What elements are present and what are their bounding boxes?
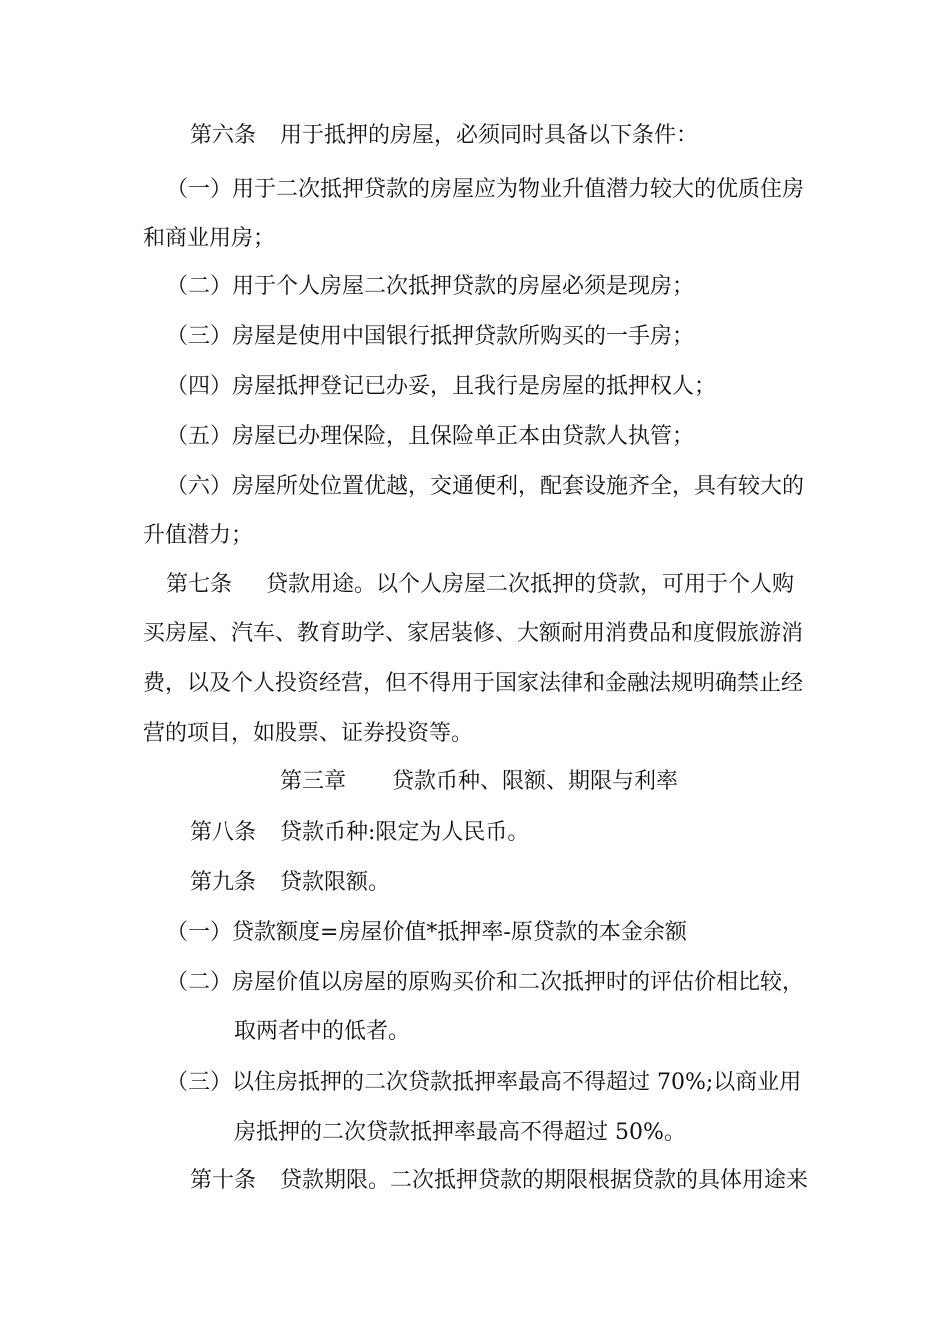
article-8-text: 贷款币种:限定为人民币。 [280, 820, 530, 845]
article-9-line [190, 868, 390, 898]
article-10-heading: 第十条 [190, 1168, 257, 1193]
article-9-heading: 第九条 [190, 870, 257, 895]
article-7-line-4: 营的项目，如股票、证券投资等。 [143, 721, 474, 746]
article-6-item-3: （三）房屋是使用中国银行抵押贷款所购买的一手房； [166, 324, 695, 349]
article-9-item-1: （一）贷款额度=房屋价值*抵押率-原贷款的本金余额 [166, 920, 687, 945]
article-6-heading: 第六条 [190, 123, 257, 148]
article-6-line [190, 121, 698, 151]
article-7-line-3: 费，以及个人投资经营，但不得用于国家法律和金融法规明确禁止经 [143, 671, 804, 696]
article-9-item-3-line-2: 房抵押的二次贷款抵押率最高不得超过 50%。 [234, 1120, 686, 1145]
article-9-item-3-line-1: （三）以住房抵押的二次贷款抵押率最高不得超过 70%;以商业用 [166, 1070, 802, 1095]
article-6-item-6-line-1: （六）房屋所处位置优越，交通便利，配套设施齐全，具有较大的 [166, 474, 805, 499]
article-10-text: 贷款期限。二次抵押贷款的期限根据贷款的具体用途来 [280, 1168, 809, 1193]
article-6-item-5: （五）房屋已办理保险，且保险单正本由贷款人执管； [166, 424, 695, 449]
chapter-3-heading [280, 767, 678, 797]
article-8-heading: 第八条 [190, 820, 257, 845]
article-8-line [190, 818, 529, 848]
article-7-line-2: 买房屋、汽车、教育助学、家居装修、大额耐用消费品和度假旅游消 [143, 621, 804, 646]
article-9-item-2-line-1: （二）房屋价值以房屋的原购买价和二次抵押时的评估价相比较， [166, 970, 805, 995]
article-7-line-1 [166, 570, 794, 600]
article-7-heading: 第七条 [166, 572, 233, 597]
chapter-3-title: 贷款币种、限额、期限与利率 [392, 769, 679, 794]
article-6-item-6-line-2: 升值潜力； [143, 523, 254, 548]
article-9-item-2-line-2: 取两者中的低者。 [234, 1019, 411, 1044]
article-6-item-4: （四）房屋抵押登记已办妥，且我行是房屋的抵押权人； [166, 374, 717, 399]
article-6-text: 用于抵押的房屋，必须同时具备以下条件： [280, 123, 699, 148]
chapter-3-label: 第三章 [280, 769, 347, 794]
article-6-item-1-line-2: 和商业用房； [143, 226, 276, 251]
article-6-item-2: （二）用于个人房屋二次抵押贷款的房屋必须是现房； [166, 274, 695, 299]
article-6-item-1-line-1: （一）用于二次抵押贷款的房屋应为物业升值潜力较大的优质住房 [166, 177, 805, 202]
article-7-text: 贷款用途。以个人房屋二次抵押的贷款，可用于个人购 [266, 572, 795, 597]
article-10-line [190, 1166, 808, 1196]
article-9-text: 贷款限额。 [280, 870, 391, 895]
